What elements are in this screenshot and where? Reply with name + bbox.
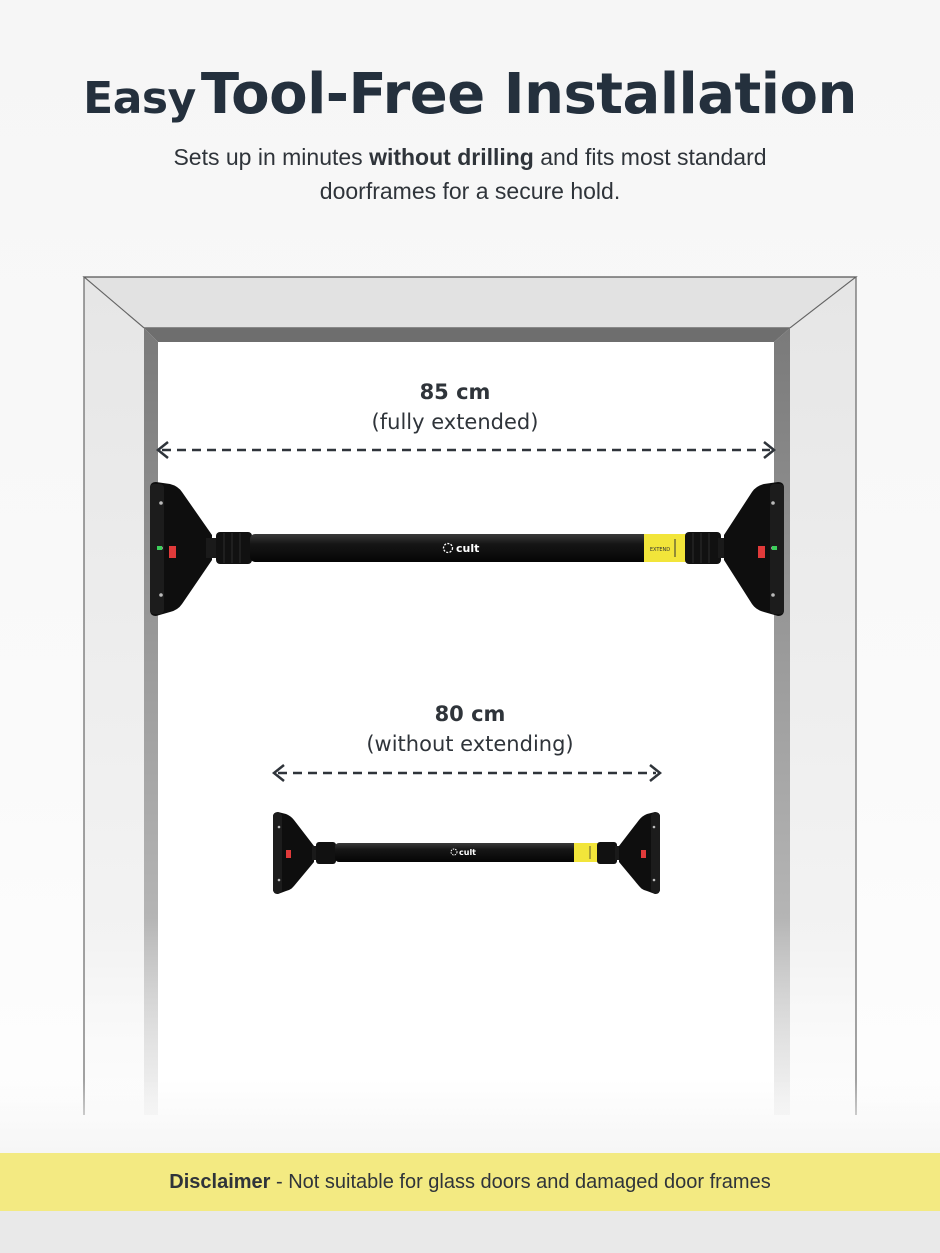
compact-measurement (310, 699, 630, 759)
extended-value: 85 cm (419, 380, 491, 404)
disclaimer-text: - Not suitable for glass doors and damaged door frames (270, 1170, 771, 1193)
extended-measurement (300, 377, 610, 437)
disclaimer-label: Disclaimer (169, 1170, 271, 1193)
subtitle-post: and fits most standard doorframes for a secure hold. (319, 144, 767, 204)
brand-text-small: cult (459, 848, 477, 857)
subtitle-bold: without drilling (369, 144, 534, 170)
subtitle-pre: Sets up in minutes (173, 144, 370, 170)
footer-band (0, 1211, 940, 1253)
extended-note: (fully extended) (371, 410, 539, 434)
brand-text: cult (456, 542, 480, 555)
title-main: Tool-Free Installation (200, 62, 857, 127)
compact-value: 80 cm (434, 702, 506, 726)
bottom-fade (0, 1080, 940, 1153)
disclaimer-banner (0, 1153, 940, 1211)
extend-tag-text: EXTEND (649, 547, 671, 553)
compact-note: (without extending) (366, 732, 574, 756)
title-prefix: Easy (83, 73, 196, 124)
